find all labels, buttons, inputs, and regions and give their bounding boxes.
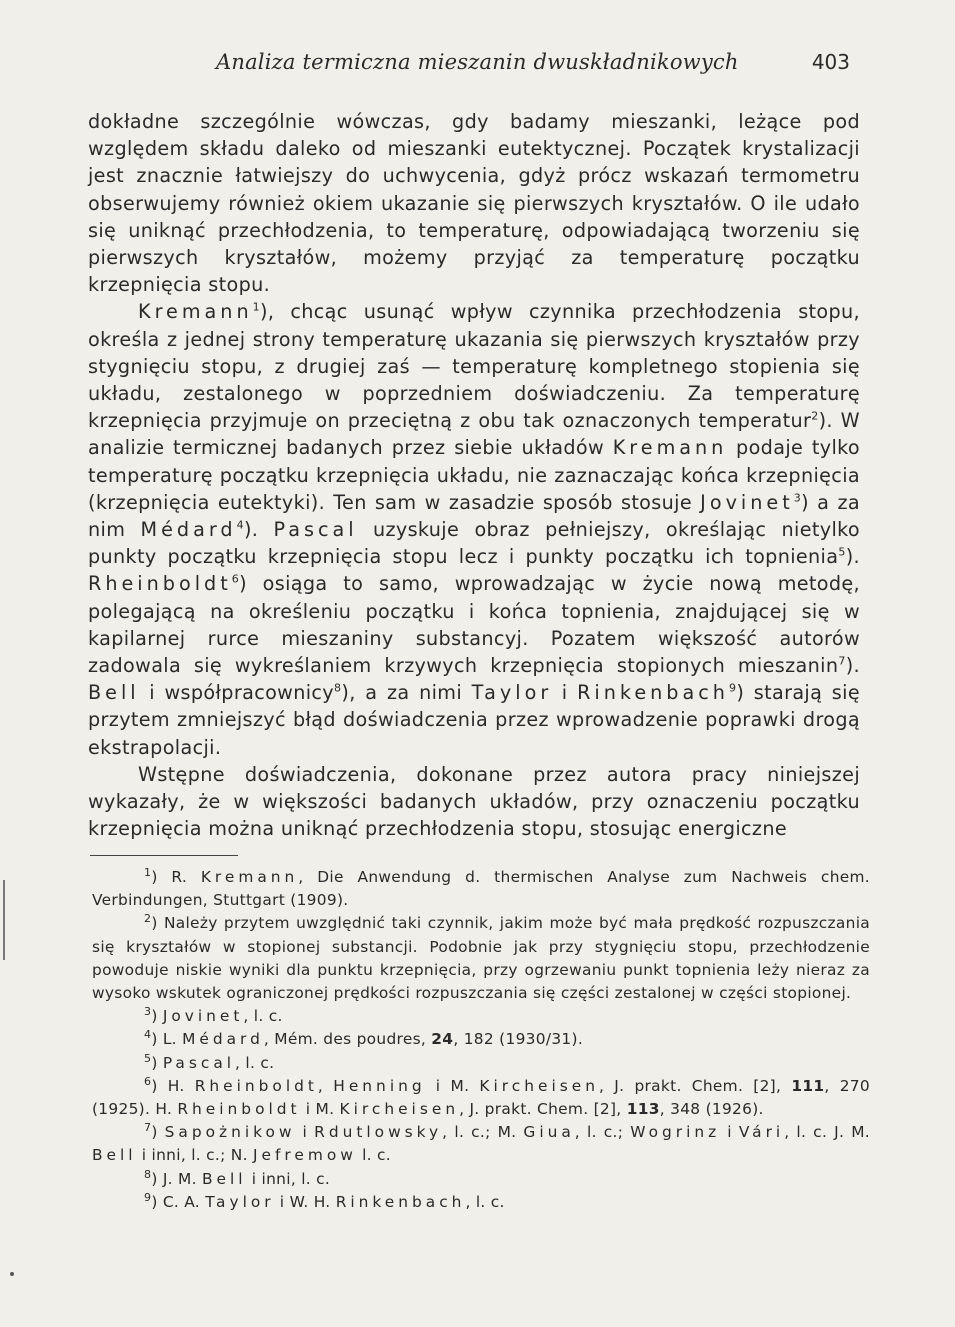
footnote-number: 5 xyxy=(144,1051,152,1065)
text-run: l. c. xyxy=(356,1146,391,1165)
text-run: i M. xyxy=(425,1076,480,1095)
author-name: Bell xyxy=(92,1146,137,1165)
text-run: podaje tylko temperaturę początku krzepnięcia układu, nie zaznaczając końca krzepnięcia (krzepnięcia eutektyki). Ten sam w zasadzie sposób stosuje xyxy=(88,436,860,514)
footnotes xyxy=(92,866,870,1214)
author-name: Jefremow xyxy=(253,1146,357,1165)
author-name: Rheinboldt xyxy=(88,572,232,596)
text-run: R. xyxy=(171,868,201,886)
text-run: ), chcąc usunąć wpływ czynnika przechłodzenia stopu, określa z jednej strony temperaturę ukazania się pierwszych kryształów przy stygnięciu stopu, z drugiej zaś — temperaturę kompletnego stopienia się układu, zestalonego w poprzedniem doświadczeniu. Za temperaturę krzepnięcia przyjmuje on przeciętną z obu tak oznaczonych temperatur xyxy=(88,300,860,433)
text-run: , l. c.; xyxy=(574,1123,631,1142)
footnote-ref: 7 xyxy=(838,654,846,668)
author-name: Médard xyxy=(140,518,237,542)
footnote-ref: 8 xyxy=(334,681,342,695)
author-name: Kremann xyxy=(612,436,728,460)
text-run: L. xyxy=(162,1030,183,1049)
footnote-number: 6 xyxy=(144,1074,152,1088)
text-run: ). xyxy=(845,545,860,569)
author-name: Taylor xyxy=(205,1192,275,1211)
text-run: , J. prakt. Chem. [2], xyxy=(459,1100,627,1119)
footnote-ref: 5 xyxy=(838,545,846,559)
footnote-4: $^4$) L. Médard, Mém. des poudres, 24, 182 (1930/31). xyxy=(144,1028,584,1049)
text-run: ), a za nimi xyxy=(341,681,472,705)
author-name: Rinkenbach xyxy=(577,681,729,705)
footnote-7: $^7$) Sapożnikow i Rdutlowsky, l. c.; M. Giua, l. c.; Wogrinz i Vári, l. c. J. M. Bell i inni, l. c.; N. Jefremow l. c. xyxy=(92,1121,870,1165)
text-run: C. A. xyxy=(162,1192,206,1211)
footnote-number: 3 xyxy=(144,1005,152,1019)
paragraph-2 xyxy=(88,298,860,760)
author-name: Henning xyxy=(333,1076,426,1095)
scan-margin-mark xyxy=(3,880,5,960)
text-run: ). xyxy=(243,518,274,542)
text-run: , l. c. J. M. xyxy=(784,1123,870,1142)
text-run: i xyxy=(552,681,578,705)
footnote-divider xyxy=(90,855,238,856)
text-run: ) starają się przytem zmniejszyć błąd doświadczenia przez wprowadzenie poprawki drogą ekstrapolacji. xyxy=(88,681,860,759)
footnote-ref: 6 xyxy=(231,573,240,587)
text-run: i inni, l. c. xyxy=(246,1169,331,1188)
text-run: ) a za nim xyxy=(88,490,860,542)
text-run: i xyxy=(295,1123,315,1142)
footnote-ref: 4 xyxy=(236,518,244,532)
footnote-ref: 2 xyxy=(811,409,819,423)
author-name: Rheinboldt xyxy=(177,1100,301,1119)
main-text xyxy=(88,108,860,842)
text-run: Należy przytem uwzględnić taki czynnik, jakim może być mała prędkość rozpuszczania się kryształów w stopionej substancji. Podobnie jak przy stygnięciu stopu, przechłodzenie powoduje niskie wyniki dla punktu krzepnięcia, przy ogrzewaniu punkt topnienia leży nieraz za wysoko wskutek ograniczonej prędkości rozpuszczania się części zestalonej w części stopionej. xyxy=(92,914,870,1003)
text-run: uzyskuje obraz pełniejszy, określając nietylko punkty początku krzepnięcia stopu lecz i punkty początku ich topnienia xyxy=(88,518,861,569)
author-name: Médard xyxy=(182,1030,264,1049)
author-name: Pascal xyxy=(273,518,358,542)
text-run: ) osiąga to samo, wprowadzając w życie nową metodę, polegającą na określeniu początku i końca topnienia, znajdującej się w kapilarnej rurce mieszaniny substancyj. Pozatem większość autorów zadowala się wykreślaniem krzywych krzepnięcia stopionych mieszanin xyxy=(88,572,860,678)
text-run: , Mém. des poudres, xyxy=(263,1030,432,1049)
footnote-ref: 1 xyxy=(252,301,260,315)
author-name: Sapożnikow xyxy=(164,1123,296,1142)
author-name: Bell xyxy=(88,681,140,705)
author-name: Wogrinz xyxy=(630,1123,721,1142)
text-run: , 270 (1925). H. xyxy=(92,1076,870,1119)
footnote-number: 2 xyxy=(144,912,152,926)
author-name: Taylor xyxy=(471,681,553,705)
author-name: Kircheisen xyxy=(339,1100,460,1119)
text-run: , 348 (1926). xyxy=(659,1100,764,1119)
footnote-3: $^3$) Jovinet, l. c. xyxy=(144,1005,283,1026)
footnote-6: $^6$) H. Rheinboldt, Henning i M. Kircheisen, J. prakt. Chem. [2], 111, 270 (1925). H. Rheinboldt i M. Kircheisen, J. prakt. Chem. [2], 113, 348 (1926). xyxy=(92,1074,870,1119)
text-run: i inni, l. c.; N. xyxy=(136,1146,253,1165)
footnote-ref: 9 xyxy=(728,681,737,695)
footnote-1: $^1$) R. Kremann, Die Anwendung d. thermischen Analyse zum Nachweis chem. Verbindungen, Stuttgart (1909). xyxy=(92,865,870,910)
author-name: Bell xyxy=(202,1169,247,1188)
footnote-2: $^2$) Należy przytem uwzględnić taki czynnik, jakim może być mała prędkość rozpuszczania się kryształów w stopionej substancji. Podobnie jak przy stygnięciu stopu, przechłodzenie powoduje niskie wyniki dla punktu krzepnięcia, przy ogrzewaniu punkt topnienia leży nieraz za wysoko wskutek ograniczonej prędkości rozpuszczania się części zestalonej w części stopionej. xyxy=(92,912,870,1003)
text-run: , 182 (1930/31). xyxy=(453,1030,584,1049)
footnote-number: 1 xyxy=(144,865,152,879)
footnote-number: 7 xyxy=(144,1121,152,1135)
running-title: Analiza termiczna mieszanin dwuskładnikowych xyxy=(216,50,739,74)
scan-speck xyxy=(10,1272,14,1276)
paragraph-3: Wstępne doświadczenia, dokonane przez autora pracy niniejszej wykazały, że w większości badanych układów, przy oznaczeniu początku krzepnięcia można uniknąć przechłodzenia stopu, stosując energiczne xyxy=(88,762,860,841)
footnote-8: $^8$) J. M. Bell i inni, l. c. xyxy=(144,1167,331,1188)
volume-number: 113 xyxy=(626,1100,660,1119)
author-name: Jovinet xyxy=(700,490,794,514)
text-run: , Die Anwendung d. thermischen Analyse zum Nachweis chem. Verbindungen, Stuttgart (1909). xyxy=(92,868,870,910)
author-name: Kremann xyxy=(200,868,299,886)
text-run: i W. H. xyxy=(274,1192,336,1211)
footnote-number: 4 xyxy=(144,1028,152,1042)
text-run: i M. xyxy=(300,1100,340,1119)
author-name: Kircheisen xyxy=(479,1076,599,1095)
footnote-number: 8 xyxy=(144,1167,152,1181)
page-number: 403 xyxy=(811,50,850,74)
author-name: Rdutlowsky xyxy=(314,1123,443,1142)
running-header xyxy=(88,50,858,80)
author-name: Giua xyxy=(523,1123,575,1142)
text-run: , J. prakt. Chem. [2], xyxy=(598,1076,792,1095)
author-name: Pascal xyxy=(162,1053,236,1072)
footnote-9: $^9$) C. A. Taylor i W. H. Rinkenbach, l. c. xyxy=(144,1190,505,1211)
text-run: , l. c.; M. xyxy=(442,1123,524,1142)
author-name: Vári xyxy=(738,1123,785,1142)
volume-number: 24 xyxy=(431,1030,454,1049)
paragraph-1: dokładne szczególnie wówczas, gdy badamy mieszanki, leżące pod względem składu daleko od mieszanki eutektycznej. Początek krystalizacji jest znacznie łatwiejszy do uchwycenia, gdyż prócz wskazań termometru obserwujemy również okiem ukazanie się pierwszych kryształów. O ile udało się uniknąć przechłodzenia, to temperaturę, odpowiadającą tworzeniu się pierwszych kryształów, możemy przyjąć za temperaturę początku krzepnięcia stopu. xyxy=(88,110,860,297)
text-run: J. M. xyxy=(162,1169,202,1188)
text-run: i xyxy=(720,1123,739,1142)
author-name: Jovinet xyxy=(162,1007,244,1026)
text-run: , xyxy=(317,1076,334,1095)
text-run: ). W analizie termicznej badanych przez siebie układów xyxy=(88,409,860,460)
text-run: H. xyxy=(167,1076,195,1095)
footnote-5: $^5$) Pascal, l. c. xyxy=(144,1051,275,1072)
footnote-number: 9 xyxy=(144,1190,152,1204)
text-run: , l. c. xyxy=(465,1192,505,1211)
text-run: ). xyxy=(845,654,860,678)
footnote-ref: 3 xyxy=(793,491,802,505)
text-run: , l. c. xyxy=(235,1053,275,1072)
author-name: Rinkenbach xyxy=(335,1192,466,1211)
text-run: i współpracownicy xyxy=(139,681,335,705)
author-name: Rheinboldt xyxy=(194,1076,318,1095)
author-name: Kremann xyxy=(138,300,253,324)
volume-number: 111 xyxy=(791,1076,825,1095)
text-run: , l. c. xyxy=(243,1007,283,1026)
